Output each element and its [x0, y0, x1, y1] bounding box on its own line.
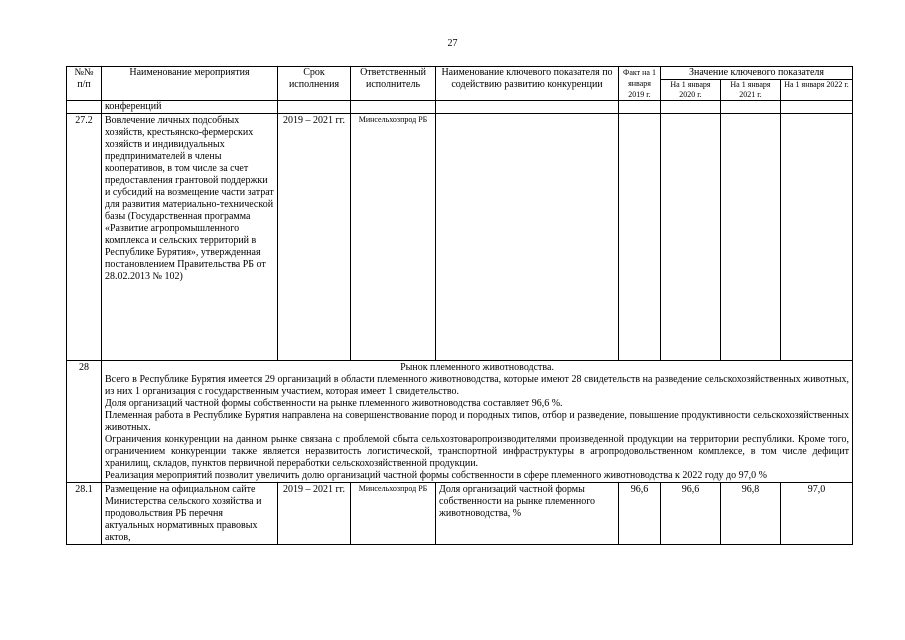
- row-28-1-2021: 96,8: [721, 483, 781, 545]
- cont-num: [67, 101, 102, 114]
- row-28-1-term: 2019 – 2021 гг.: [278, 483, 351, 545]
- section-28-paragraph: Реализация мероприятий позволит увеличить долю организаций частной формы собственности в сфере племенного животноводства к 2022 году до 97,0 %: [105, 470, 767, 481]
- section-28-num: 28: [67, 361, 102, 483]
- section-28-paragraph: Племенная работа в Республике Бурятия направлена на совершенствование пород и породных типов, отбор и разведение, повышение продуктивности сельскохозяйственных животных.: [105, 410, 850, 433]
- section-28-title: Рынок племенного животноводства.: [400, 362, 554, 373]
- section-row: [67, 361, 853, 483]
- row-28-1-num: 28.1: [67, 483, 102, 545]
- measures-table: [66, 66, 853, 545]
- row-27-2-event: Вовлечение личных подсобных хозяйств, крестьянско-фермерских хозяйств и индивидуальных предпринимателей в члены кооперативов, в том числе за счет предоставления грантовой поддержки и субсидий на возмещение части затрат для развития материально-технической базы (Государственная программа «Развитие агропромышленного комплекса и сельских территорий в Республике Бурятия», утвержденная постановлением Правительства РБ от 28.02.2013 № 102): [102, 114, 278, 361]
- table-row: [67, 483, 853, 545]
- row-28-1-indicator: Доля организаций частной формы собственности на рынке племенного животноводства, %: [436, 483, 619, 545]
- row-28-1-2022: 97,0: [781, 483, 853, 545]
- header-row-1: [67, 67, 853, 80]
- page-number: 27: [447, 38, 458, 49]
- header-values: Значение ключевого показателя: [661, 67, 853, 80]
- row-27-2-responsible: Минсельхозпрод РБ: [351, 114, 436, 361]
- row-28-1-responsible: Минсельхозпрод РБ: [351, 483, 436, 545]
- section-28-paragraph: Доля организаций частной формы собственности на рынке племенного животноводства составляет 96,6 %.: [105, 398, 563, 409]
- header-fact: Факт на 1 января 2019 г.: [619, 67, 661, 101]
- header-term: Срок исполнения: [278, 67, 351, 101]
- header-2020: На 1 января 2020 г.: [661, 80, 721, 101]
- header-2021: На 1 января 2021 г.: [721, 80, 781, 101]
- table-row: [67, 114, 853, 361]
- row-27-2-num: 27.2: [67, 114, 102, 361]
- section-28-text: [102, 361, 853, 483]
- row-27-2-term: 2019 – 2021 гг.: [278, 114, 351, 361]
- row-28-1-event: Размещение на официальном сайте Министерства сельского хозяйства и продовольствия РБ перечня актуальных нормативных правовых актов,: [102, 483, 278, 545]
- header-indicator: Наименование ключевого показателя по содействию развитию конкуренции: [436, 67, 619, 101]
- header-responsible: Ответственный исполнитель: [351, 67, 436, 101]
- row-28-1-fact: 96,6: [619, 483, 661, 545]
- table-row: [67, 101, 853, 114]
- header-event: Наименование мероприятия: [102, 67, 278, 101]
- section-28-paragraph: Ограничения конкуренции на данном рынке связана с проблемой сбыта сельхозтоваропроизводителями произведенной продукции на территории республики. Кроме того, ограничением конкуренции также является неразвитость логистической, транспортной инфраструктуры в агропродовольственном комплексе, в том числе дефицит хранилищ, складов, пунктов первичной переработки сельскохозяйственной продукции.: [105, 434, 850, 469]
- row-28-1-2020: 96,6: [661, 483, 721, 545]
- cont-event: конференций: [102, 101, 278, 114]
- header-num: №№ п/п: [67, 67, 102, 101]
- header-2022: На 1 января 2022 г.: [781, 80, 853, 101]
- section-28-paragraph: Всего в Республике Бурятия имеется 29 организаций в области племенного животноводства, которые имеют 28 свидетельств на разведение сельскохозяйственных животных, из них 1 организация с государственным участием, которая имеет 1 свидетельство.: [105, 374, 850, 397]
